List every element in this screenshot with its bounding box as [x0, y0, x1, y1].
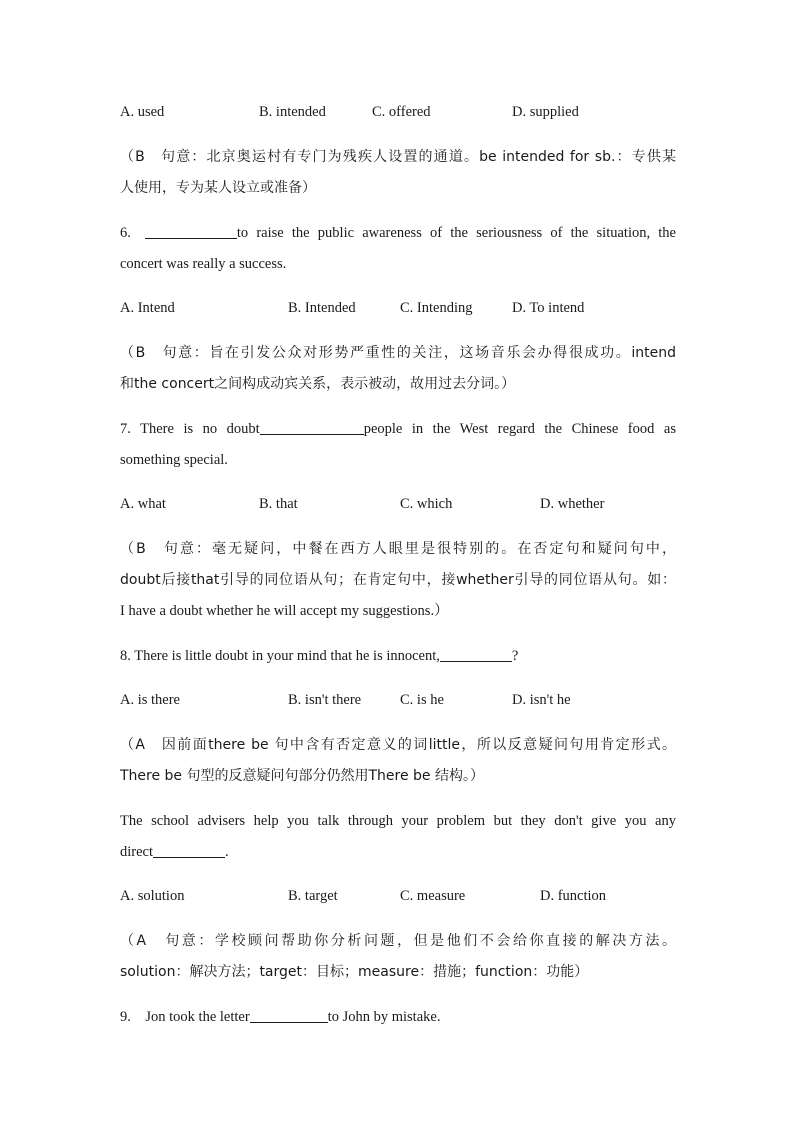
- q8-option-b: B. isn't there: [288, 692, 362, 708]
- q-extra-option-d: D. function: [540, 888, 607, 904]
- q-extra-explanation-line2: solution：解决方法；target：目标；measure：措施；function：功能）: [120, 964, 589, 980]
- q5-option-a: A. used: [120, 104, 165, 120]
- q8-stem-after: ?: [511, 648, 519, 664]
- q5-explanation-line1: （B 句意：北京奥运村有专门为残疾人设置的通道。be intended for sb.：专供某: [120, 149, 676, 165]
- q6-stem-text: to raise the public awareness of the seriousness of the situation, the: [236, 225, 676, 241]
- q6-stem-line2: concert was really a success.: [120, 256, 287, 272]
- q-extra-option-b: B. target: [288, 888, 338, 904]
- q-extra-option-a: A. solution: [120, 888, 185, 904]
- q8-stem: [120, 646, 676, 666]
- q7-option-b: B. that: [259, 496, 298, 512]
- q5-option-c: C. offered: [372, 104, 431, 120]
- q9-stem-before: 9. Jon took the letter: [120, 1009, 250, 1025]
- q8-option-a: A. is there: [120, 692, 180, 708]
- q5-option-d: D. supplied: [512, 104, 579, 120]
- q-extra-stem-line2: [120, 842, 676, 862]
- q8-answer-blank: [440, 647, 512, 662]
- q6-explanation-line2: 和the concert之间构成动宾关系，表示被动，故用过去分词。）: [120, 376, 516, 392]
- q6-option-a: A. Intend: [120, 300, 175, 316]
- q7-stem-after: people in the West regard the Chinese food as: [363, 421, 676, 437]
- q6-option-d: D. To intend: [512, 300, 585, 316]
- q6-option-c: C. Intending: [400, 300, 473, 316]
- q7-option-a: A. what: [120, 496, 166, 512]
- q7-stem-line2: something special.: [120, 452, 228, 468]
- q6-option-b: B. Intended: [288, 300, 356, 316]
- q7-stem-before: 7. There is no doubt: [120, 421, 260, 437]
- q8-option-d: D. isn't he: [512, 692, 571, 708]
- q5-option-b: B. intended: [259, 104, 326, 120]
- q-extra-stem-after: .: [225, 844, 229, 860]
- q8-explanation-line1: （A 因前面there be 句中含有否定意义的词little，所以反意疑问句用肯定形式。: [120, 737, 676, 753]
- q6-explanation-line1: （B 句意：旨在引发公众对形势严重性的关注，这场音乐会办得很成功。intend: [120, 345, 676, 361]
- q7-explanation-line2: doubt后接that引导的同位语从句；在肯定句中，接whether引导的同位语从句。如：: [120, 572, 676, 588]
- q7-answer-blank: [260, 420, 364, 435]
- q7-option-d: D. whether: [540, 496, 605, 512]
- q9-stem: [120, 1007, 676, 1027]
- q-extra-option-c: C. measure: [400, 888, 466, 904]
- q7-explanation-line3: I have a doubt whether he will accept my suggestions.）: [120, 603, 449, 619]
- q-extra-answer-blank: [153, 843, 225, 858]
- q-extra-stem-before: direct: [120, 844, 154, 860]
- q9-stem-after: to John by mistake.: [327, 1009, 441, 1025]
- q8-explanation-line2: There be 句型的反意疑问句部分仍然用There be 结构。）: [120, 768, 484, 784]
- q6-answer-blank: [145, 224, 237, 239]
- q9-answer-blank: [250, 1008, 328, 1023]
- q7-option-c: C. which: [400, 496, 453, 512]
- q7-explanation-line1: （B 句意：毫无疑问，中餐在西方人眼里是很特别的。在否定句和疑问句中，: [120, 541, 676, 557]
- q7-stem-line1: [120, 419, 676, 439]
- q-extra-stem-line1: The school advisers help you talk through your problem but they don't give you any: [120, 813, 676, 829]
- q6-number: 6.: [120, 225, 131, 241]
- q5-explanation-line2: 人使用，专为某人设立或准备）: [120, 180, 316, 196]
- q6-stem-line1: [120, 223, 676, 243]
- q-extra-explanation-line1: （A 句意：学校顾问帮助你分析问题，但是他们不会给你直接的解决方法。: [120, 933, 676, 949]
- q8-stem-before: 8. There is little doubt in your mind that he is innocent,: [120, 648, 440, 664]
- q8-option-c: C. is he: [400, 692, 444, 708]
